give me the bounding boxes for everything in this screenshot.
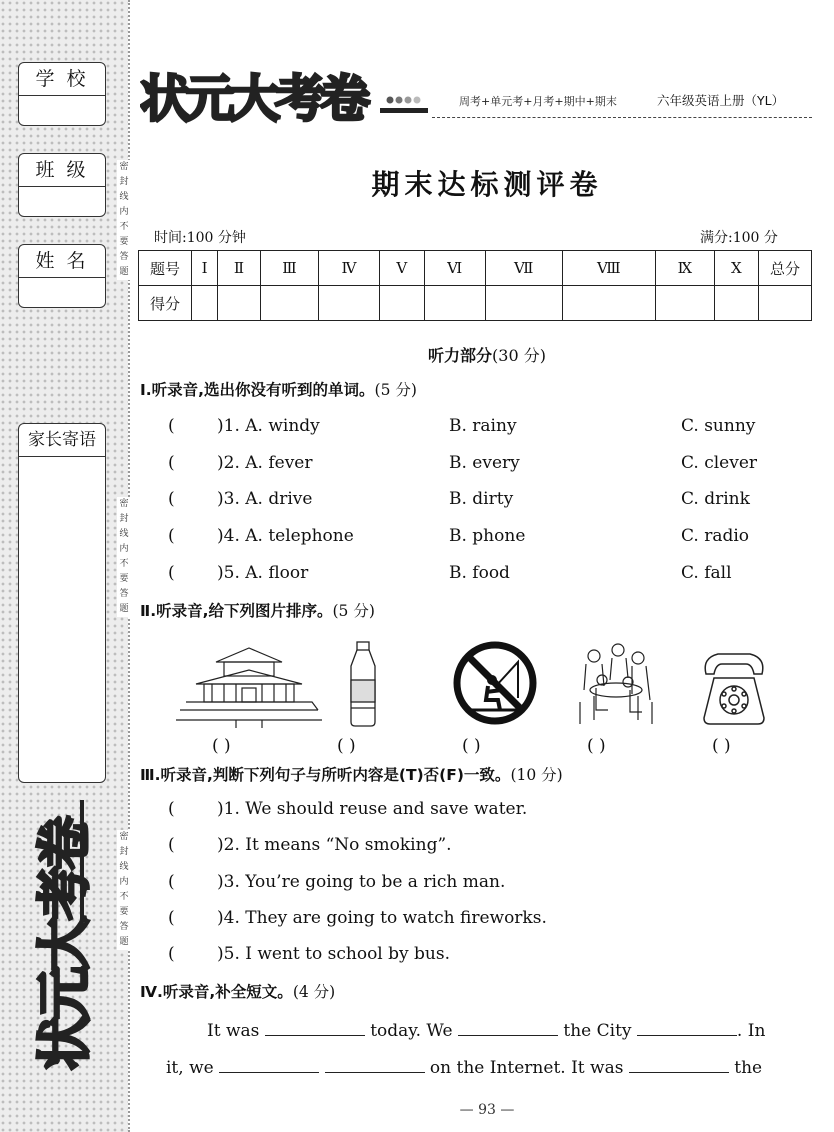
score-table-total-label: 总分 — [759, 251, 812, 286]
q1-1-option-a: )1. A. windy — [217, 416, 320, 436]
q1-5-option-a: )5. A. floor — [217, 563, 309, 583]
telephone-picture — [698, 640, 770, 728]
score-cell[interactable] — [218, 286, 260, 321]
seal-text-2: 密 封 线 内 不 要 答 题 — [117, 497, 131, 617]
full-score: 满分:100 分 — [700, 230, 778, 246]
answer-paren[interactable]: ( — [168, 526, 175, 546]
seal-text-3: 密 封 线 内 不 要 答 题 — [117, 830, 131, 950]
score-col-8: Ⅷ — [562, 251, 655, 286]
q1-2-option-c: C. clever — [681, 453, 758, 473]
score-table-header-row — [139, 251, 812, 286]
score-col-5: Ⅴ — [379, 251, 424, 286]
parent-note-label: 家长寄语 — [19, 424, 105, 457]
q3-item-5: )5. I went to school by bus. — [217, 944, 450, 964]
grade-book-label: 六年级英语上册（YL） — [657, 93, 785, 108]
header-subtitle: 周考+单元考+月考+期中+期末 — [459, 95, 617, 108]
score-col-6: Ⅵ — [424, 251, 485, 286]
q1-5-option-c: C. fall — [681, 563, 732, 583]
q1-3-option-b: B. dirty — [449, 489, 514, 509]
header-logo — [140, 60, 430, 130]
score-cell[interactable] — [562, 286, 655, 321]
q3-item-1: )1. We should reuse and save water. — [217, 799, 528, 819]
answer-paren[interactable]: ( — [168, 835, 175, 855]
score-table — [138, 250, 812, 321]
section-2-heading: Ⅱ.听录音,给下列图片排序。(5 分) — [140, 602, 375, 620]
name-label: 姓 名 — [19, 245, 105, 278]
answer-paren[interactable]: ( — [168, 563, 175, 583]
answer-paren[interactable]: ( — [168, 453, 175, 473]
vertical-logo-text: 状元大考卷 — [33, 820, 96, 1070]
page-title: 期末达标测评卷 — [371, 168, 603, 201]
score-cell[interactable] — [192, 286, 218, 321]
answer-paren[interactable]: ( — [168, 908, 175, 928]
q1-4-option-a: )4. A. telephone — [217, 526, 354, 546]
score-cell[interactable] — [260, 286, 319, 321]
score-col-2: Ⅱ — [218, 251, 260, 286]
no-fishing-sign-picture — [452, 640, 538, 726]
blank-field[interactable] — [637, 1017, 737, 1036]
score-table-score-label: 得分 — [139, 286, 192, 321]
score-col-4: Ⅳ — [319, 251, 380, 286]
q1-3-option-a: )3. A. drive — [217, 489, 313, 509]
q1-2-option-b: B. every — [449, 453, 520, 473]
answer-paren[interactable]: ( — [168, 799, 175, 819]
score-cell[interactable] — [319, 286, 380, 321]
score-col-3: Ⅲ — [260, 251, 319, 286]
score-table-score-row — [139, 286, 812, 321]
q1-1-option-b: B. rainy — [449, 416, 517, 436]
score-col-10: Ⅹ — [714, 251, 758, 286]
q3-item-2: )2. It means “No smoking”. — [217, 835, 452, 855]
score-cell[interactable] — [759, 286, 812, 321]
blank-field[interactable] — [219, 1054, 319, 1073]
score-col-9: Ⅸ — [656, 251, 715, 286]
picture-3-answer[interactable]: ( ) — [462, 736, 481, 756]
parent-note-box[interactable] — [18, 423, 106, 783]
passage-line-1: It was today. We the City . In — [207, 1017, 765, 1041]
answer-paren[interactable]: ( — [168, 872, 175, 892]
q1-1-option-c: C. sunny — [681, 416, 756, 436]
picture-1-answer[interactable]: ( ) — [212, 736, 231, 756]
water-bottle-picture — [343, 640, 383, 728]
score-cell[interactable] — [379, 286, 424, 321]
listening-part-title: 听力部分(30 分) — [428, 346, 546, 365]
q1-4-option-b: B. phone — [449, 526, 526, 546]
section-1-heading: Ⅰ.听录音,选出你没有听到的单词。(5 分) — [140, 381, 417, 399]
page-number: — 93 — — [459, 1102, 515, 1118]
picture-2-answer[interactable]: ( ) — [337, 736, 356, 756]
section-4-heading: Ⅳ.听录音,补全短文。(4 分) — [140, 983, 336, 1001]
score-cell[interactable] — [485, 286, 562, 321]
blank-field[interactable] — [265, 1017, 365, 1036]
answer-paren[interactable]: ( — [168, 416, 175, 436]
score-cell[interactable] — [656, 286, 715, 321]
q3-item-4: )4. They are going to watch fireworks. — [217, 908, 547, 928]
header-logo-text: 状元大考卷 — [140, 70, 365, 128]
header-divider — [432, 117, 812, 118]
picture-4-answer[interactable]: ( ) — [587, 736, 606, 756]
picture-5-answer[interactable]: ( ) — [712, 736, 731, 756]
score-table-header-label: 题号 — [139, 251, 192, 286]
blank-field[interactable] — [629, 1054, 729, 1073]
vertical-logo — [28, 800, 104, 1090]
school-label: 学 校 — [19, 63, 105, 96]
section-3-heading: Ⅲ.听录音,判断下列句子与所听内容是(T)否(F)一致。(10 分) — [140, 766, 563, 784]
answer-paren[interactable]: ( — [168, 489, 175, 509]
score-cell[interactable] — [714, 286, 758, 321]
family-dinner-picture — [572, 640, 660, 728]
blank-field[interactable] — [325, 1054, 425, 1073]
time-limit: 时间:100 分钟 — [154, 230, 246, 246]
answer-paren[interactable]: ( — [168, 944, 175, 964]
score-col-7: Ⅶ — [485, 251, 562, 286]
q1-3-option-c: C. drink — [681, 489, 750, 509]
blank-field[interactable] — [458, 1017, 558, 1036]
school-box[interactable] — [18, 62, 106, 126]
name-box[interactable] — [18, 244, 106, 308]
q1-4-option-c: C. radio — [681, 526, 750, 546]
palace-picture — [176, 640, 322, 728]
class-label: 班 级 — [19, 154, 105, 187]
passage-line-2: it, we on the Internet. It was the — [166, 1054, 762, 1078]
q1-5-option-b: B. food — [449, 563, 510, 583]
score-col-1: Ⅰ — [192, 251, 218, 286]
q1-2-option-a: )2. A. fever — [217, 453, 313, 473]
score-cell[interactable] — [424, 286, 485, 321]
seal-text-1: 密 封 线 内 不 要 答 题 — [117, 160, 131, 280]
q3-item-3: )3. You’re going to be a rich man. — [217, 872, 506, 892]
